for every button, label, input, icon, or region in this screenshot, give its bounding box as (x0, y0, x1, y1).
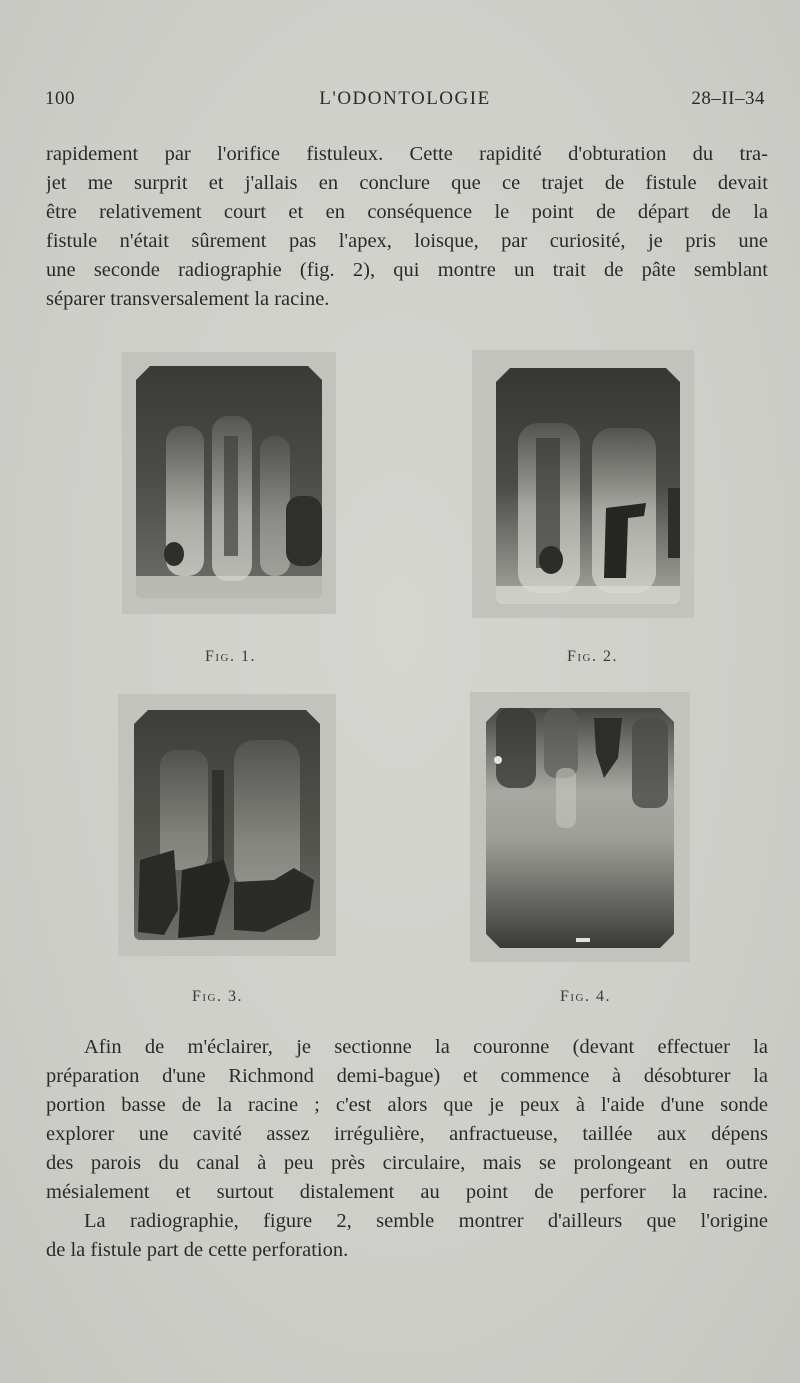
figure-3 (118, 694, 336, 956)
text-line: portion basse de la racine ; c'est alors que je peux à l'aide d'une sonde (46, 1094, 768, 1116)
figure-3-caption: Fig. 3. (192, 988, 244, 1005)
text-line: séparer transversalement la racine. (46, 288, 330, 310)
text-line: mésialement et surtout distalement au point de perforer la racine. (46, 1181, 768, 1203)
text-line: fistule n'était sûrement pas l'apex, loisque, par curiosité, je pris une (46, 230, 768, 252)
figure-4 (470, 692, 690, 962)
text-line: préparation d'une Richmond demi-bague) et commence à désobturer la (46, 1065, 768, 1087)
figure-1-caption: Fig. 1. (205, 648, 257, 665)
paragraph-1 (46, 140, 768, 314)
radiograph-3 (134, 710, 320, 940)
figure-2 (472, 350, 694, 618)
paragraph-3 (46, 1207, 768, 1265)
issue-date: 28–II–34 (691, 88, 765, 109)
radiograph-4 (486, 708, 674, 948)
text-line: La radiographie, figure 2, semble montrer d'ailleurs que l'origine (84, 1210, 768, 1232)
figure-1 (122, 352, 336, 614)
running-header (45, 88, 765, 116)
text-line: une seconde radiographie (fig. 2), qui montre un trait de pâte semblant (46, 259, 768, 281)
radiograph-1 (136, 366, 322, 598)
journal-title: L'ODONTOLOGIE (319, 88, 491, 109)
text-line: jet me surprit et j'allais en conclure que ce trajet de fistule devait (46, 172, 768, 194)
text-line: Afin de m'éclairer, je sectionne la couronne (devant effectuer la (84, 1036, 768, 1058)
radiograph-2 (496, 368, 680, 604)
text-line: des parois du canal à peu près circulaire, mais se prolongeant en outre (46, 1152, 768, 1174)
text-line: de la fistule part de cette perforation. (46, 1239, 349, 1261)
paragraph-2 (46, 1033, 768, 1207)
text-line: explorer une cavité assez irrégulière, anfractueuse, taillée aux dépens (46, 1123, 768, 1145)
text-line: être relativement court et en conséquence le point de départ de la (46, 201, 768, 223)
figure-2-caption: Fig. 2. (567, 648, 619, 665)
page-number: 100 (45, 88, 75, 109)
text-line: rapidement par l'orifice fistuleux. Cette rapidité d'obturation du tra- (46, 143, 768, 165)
figure-4-caption: Fig. 4. (560, 988, 612, 1005)
